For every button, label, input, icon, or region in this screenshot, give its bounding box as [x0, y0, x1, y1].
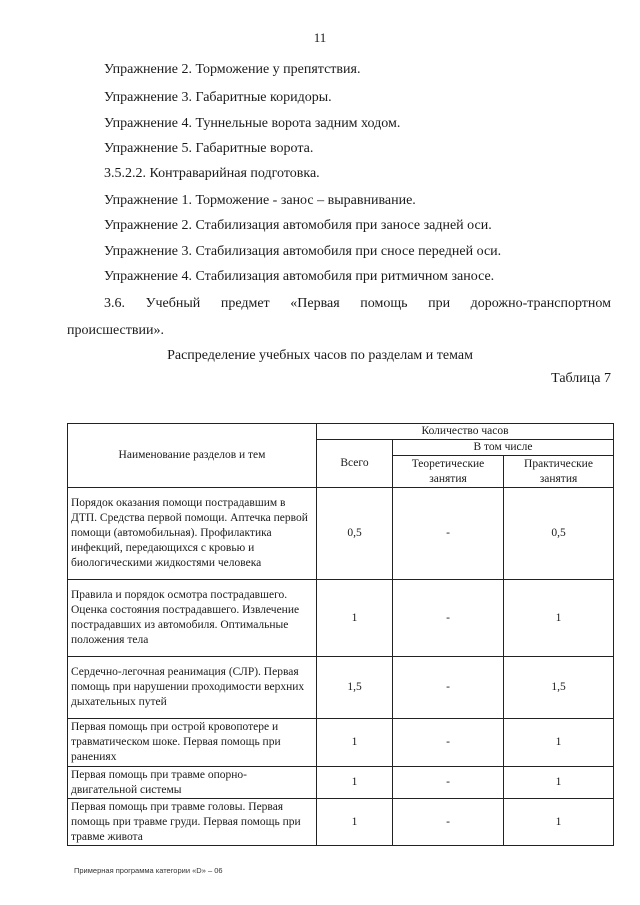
table-row — [68, 719, 614, 767]
topic-name: Сердечно-легочная реанимация (СЛР). Первая помощь при нарушении проходимости верхних дыхательных путей — [68, 657, 317, 719]
subject-heading-continuation: происшествии». — [67, 323, 164, 338]
distribution-title: Распределение учебных часов по разделам и темам — [167, 348, 473, 363]
header-name: Наименование разделов и тем — [68, 424, 317, 488]
theory-hours: - — [393, 580, 504, 657]
practice-hours: 1 — [504, 580, 614, 657]
practice-hours: 0,5 — [504, 488, 614, 580]
subject-word: при — [428, 296, 451, 311]
exercise-line: Упражнение 2. Торможение у препятствия. — [104, 62, 361, 77]
theory-hours: - — [393, 799, 504, 846]
total-hours: 1 — [317, 799, 393, 846]
footer-text: Примерная программа категории «D» – 06 — [74, 866, 223, 875]
practice-hours: 1,5 — [504, 657, 614, 719]
table-row — [68, 767, 614, 799]
practice-hours: 1 — [504, 767, 614, 799]
header-hours: Количество часов — [317, 424, 614, 440]
total-hours: 1,5 — [317, 657, 393, 719]
page-number: 11 — [313, 30, 327, 45]
topic-name: Первая помощь при травме опорно-двигательной системы — [68, 767, 317, 799]
total-hours: 1 — [317, 719, 393, 767]
topic-name: Первая помощь при острой кровопотере и травматическом шоке. Первая помощь при ранениях — [68, 719, 317, 767]
total-hours: 0,5 — [317, 488, 393, 580]
subject-word: «Первая — [290, 296, 340, 311]
header-practice: Практические занятия — [504, 456, 614, 488]
practice-hours: 1 — [504, 799, 614, 846]
exercise-line: Упражнение 4. Туннельные ворота задним ходом. — [104, 116, 401, 131]
section-heading: 3.5.2.2. Контраварийная подготовка. — [104, 166, 320, 181]
total-hours: 1 — [317, 767, 393, 799]
exercise-line: Упражнение 5. Габаритные ворота. — [104, 141, 314, 156]
practice-hours: 1 — [504, 719, 614, 767]
header-total: Всего — [317, 440, 393, 488]
theory-hours: - — [393, 767, 504, 799]
theory-hours: - — [393, 488, 504, 580]
subject-word: предмет — [220, 296, 270, 311]
topic-name: Первая помощь при травме головы. Первая помощь при травме груди. Первая помощь при травме живота — [68, 799, 317, 846]
table-row — [68, 657, 614, 719]
exercise-line: Упражнение 3. Габаритные коридоры. — [104, 90, 332, 105]
subject-word: 3.6. — [104, 296, 125, 311]
exercise-line: Упражнение 4. Стабилизация автомобиля при ритмичном заносе. — [104, 269, 495, 284]
header-theory: Теоретические занятия — [393, 456, 504, 488]
theory-hours: - — [393, 719, 504, 767]
hours-table — [67, 423, 614, 846]
subject-word: помощь — [360, 296, 408, 311]
table-label: Таблица 7 — [551, 371, 611, 386]
exercise-line: Упражнение 3. Стабилизация автомобиля при сносе передней оси. — [104, 244, 502, 259]
table-row — [68, 799, 614, 846]
table-row — [68, 488, 614, 580]
exercise-line: Упражнение 2. Стабилизация автомобиля при заносе задней оси. — [104, 218, 492, 233]
table-row — [68, 580, 614, 657]
exercise-line: Упражнение 1. Торможение - занос – выравнивание. — [104, 193, 416, 208]
subject-heading — [104, 296, 611, 312]
total-hours: 1 — [317, 580, 393, 657]
theory-hours: - — [393, 657, 504, 719]
topic-name: Порядок оказания помощи пострадавшим в ДТП. Средства первой помощи. Аптечка первой помощи (автомобильная). Профилактика инфекций, передающихся с кровью и биологическими жидкостями человека — [68, 488, 317, 580]
header-including: В том числе — [393, 440, 614, 456]
topic-name: Правила и порядок осмотра пострадавшего. Оценка состояния пострадавшего. Извлечение пострадавших из автомобиля. Оптимальные положения тела — [68, 580, 317, 657]
subject-word: дорожно-транспортном — [470, 296, 611, 311]
subject-word: Учебный — [145, 296, 201, 311]
